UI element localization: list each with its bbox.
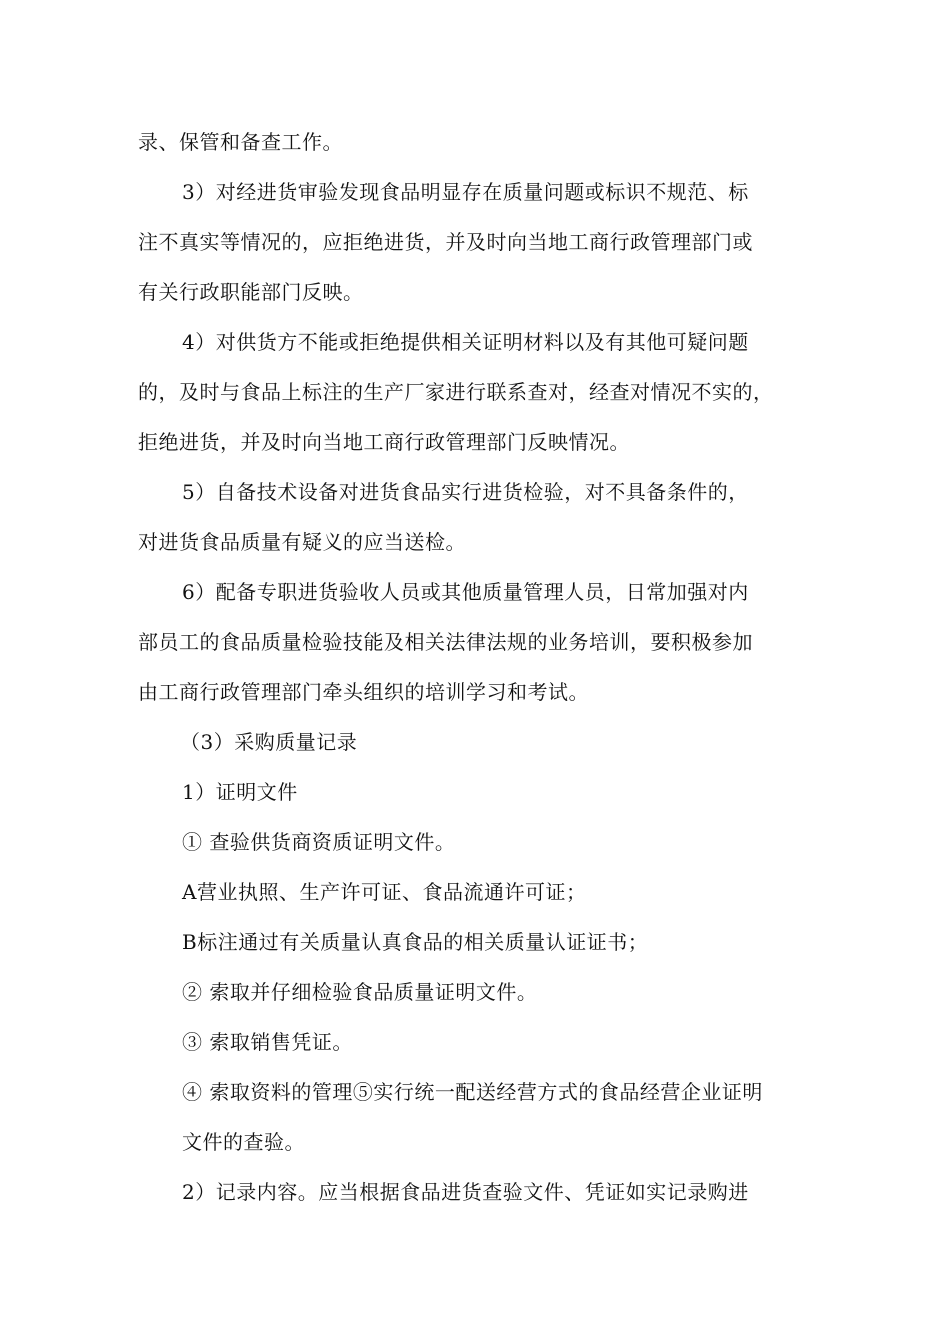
section-heading: （3）采购质量记录	[180, 730, 358, 754]
text-line: 4）对供货方不能或拒绝提供相关证明材料以及有其他可疑问题	[182, 330, 749, 354]
text-line: ③ 索取销售凭证。	[182, 1030, 353, 1054]
text-line: 的，及时与食品上标注的生产厂家进行联系查对，经查对情况不实的，	[138, 380, 774, 404]
text-line: ② 索取并仔细检验食品质量证明文件。	[182, 980, 538, 1004]
text-line: A营业执照、生产许可证、食品流通许可证；	[182, 880, 587, 904]
text-line: ④ 索取资料的管理⑤实行统一配送经营方式的食品经营企业证明	[182, 1080, 763, 1104]
text-line: 6）配备专职进货验收人员或其他质量管理人员，日常加强对内	[182, 580, 749, 604]
text-line: 有关行政职能部门反映。	[138, 280, 364, 304]
text-line: 录、保管和备查工作。	[138, 130, 343, 154]
text-line: 由工商行政管理部门牵头组织的培训学习和考试。	[138, 680, 589, 704]
text-line: B标注通过有关质量认真食品的相关质量认证证书；	[182, 930, 649, 954]
text-line: 注不真实等情况的，应拒绝进货，并及时向当地工商行政管理部门或	[138, 230, 753, 254]
text-line: 2）记录内容。应当根据食品进货查验文件、凭证如实记录购进	[182, 1180, 749, 1204]
text-line: 文件的查验。	[182, 1130, 305, 1154]
text-line: ① 查验供货商资质证明文件。	[182, 830, 456, 854]
text-line: 5）自备技术设备对进货食品实行进货检验，对不具备条件的，	[182, 480, 749, 504]
text-line: 1）证明文件	[182, 780, 298, 804]
text-line: 拒绝进货，并及时向当地工商行政管理部门反映情况。	[138, 430, 630, 454]
text-line: 部员工的食品质量检验技能及相关法律法规的业务培训，要积极参加	[138, 630, 753, 654]
text-line: 对进货食品质量有疑义的应当送检。	[138, 530, 466, 554]
text-line: 3）对经进货审验发现食品明显存在质量问题或标识不规范、标	[182, 180, 749, 204]
